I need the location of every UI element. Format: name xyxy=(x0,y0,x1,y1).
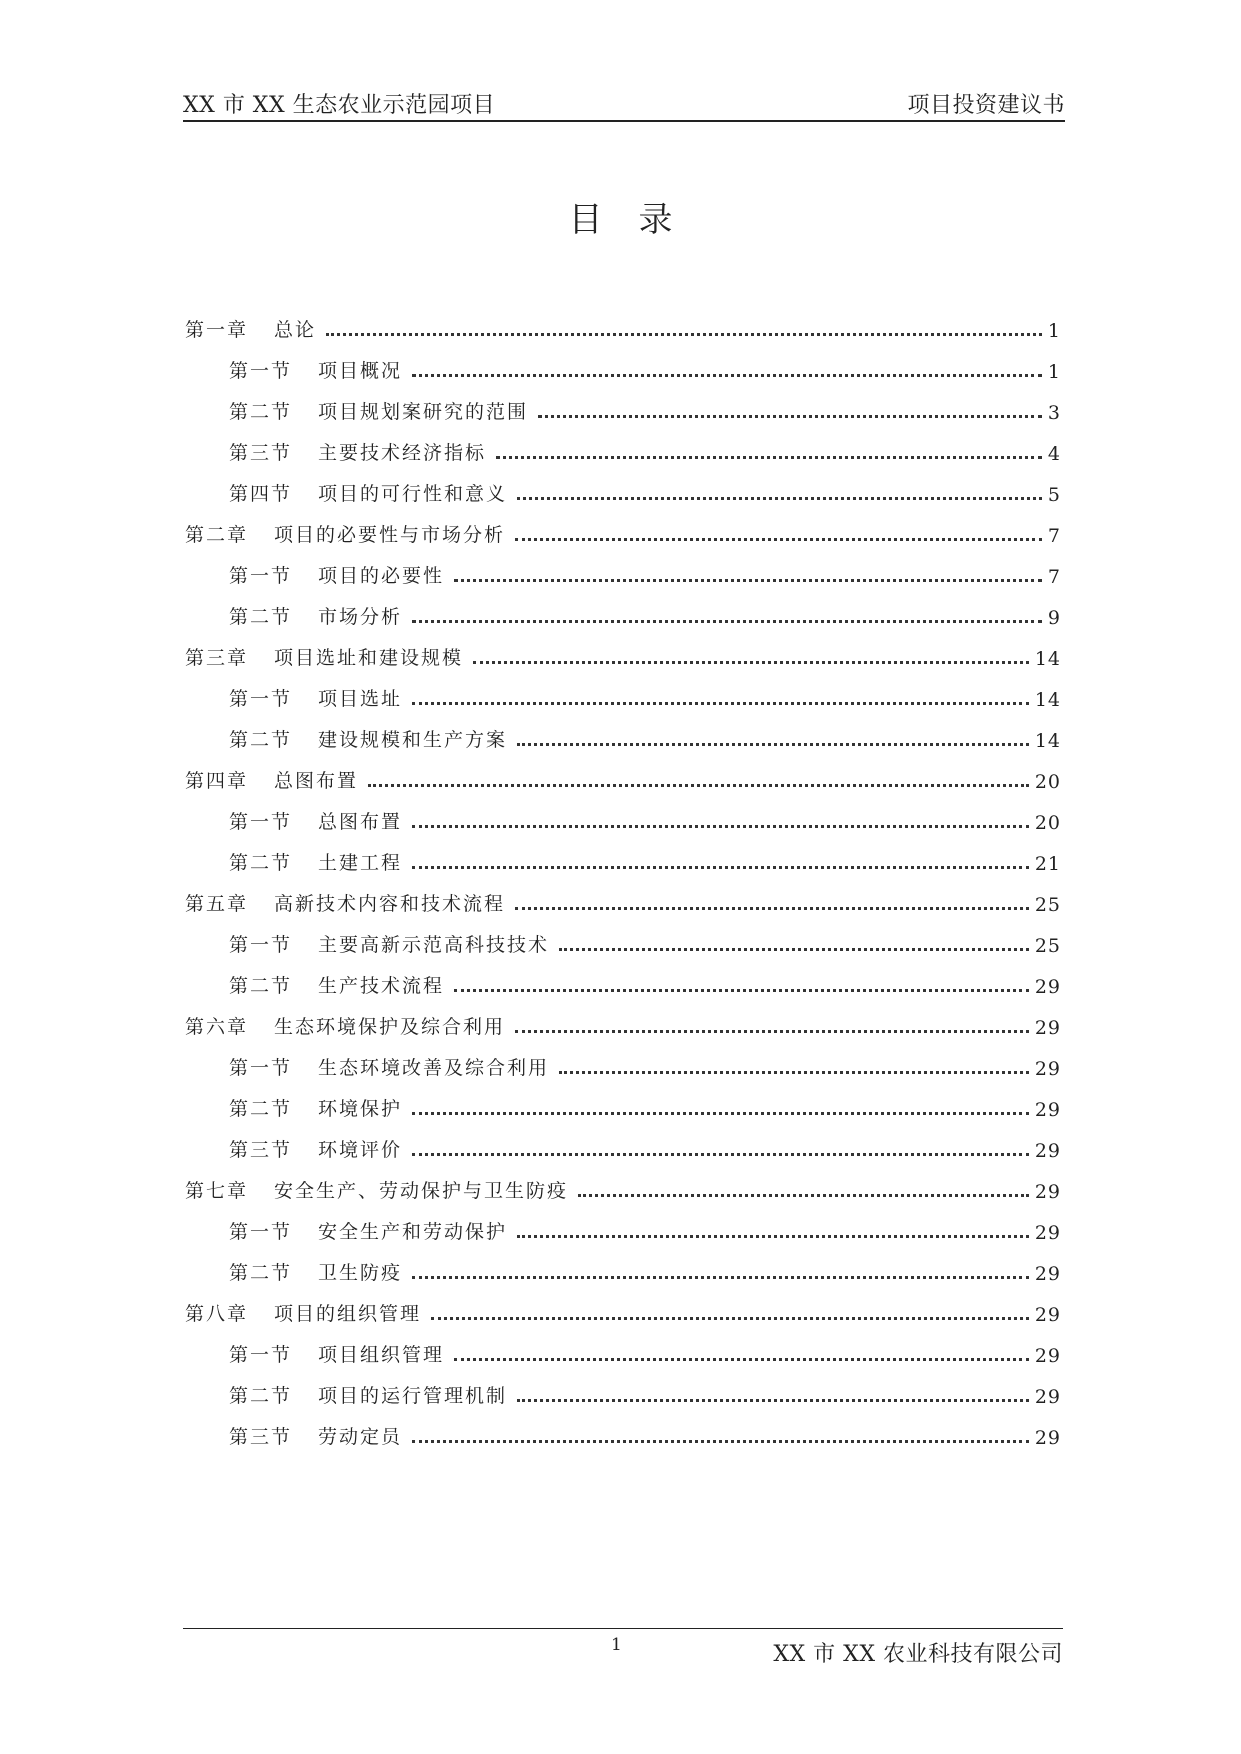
toc-chapter-entry[interactable] xyxy=(185,1009,1061,1039)
toc-entry-label: 第一节 xyxy=(229,1221,293,1243)
toc-section-entry[interactable] xyxy=(229,1050,1061,1080)
page-title: 目录 xyxy=(568,200,709,240)
toc-dot-leader xyxy=(454,989,1029,992)
toc-entry-title: 主要高新示范高科技技术 xyxy=(318,934,550,956)
toc-chapter-entry[interactable] xyxy=(185,763,1061,793)
toc-entry-label: 第七章 xyxy=(185,1180,249,1202)
toc-section-entry[interactable] xyxy=(229,435,1061,465)
toc-entry-title: 主要技术经济指标 xyxy=(318,442,487,464)
toc-section-entry[interactable] xyxy=(229,681,1061,711)
toc-entry-title: 总图布置 xyxy=(318,811,403,833)
toc-entry-title: 市场分析 xyxy=(318,606,403,628)
toc-section-entry[interactable] xyxy=(229,353,1061,383)
toc-entry-label: 第一节 xyxy=(229,1057,293,1079)
toc-page-number: 9 xyxy=(1047,607,1061,629)
toc-page-number: 14 xyxy=(1034,730,1061,752)
toc-entry-title: 项目的必要性 xyxy=(318,565,445,587)
toc-page-number: 29 xyxy=(1034,1181,1061,1203)
page-footer xyxy=(183,1628,1063,1669)
toc-entry-label: 第三节 xyxy=(229,1426,293,1448)
toc-dot-leader xyxy=(412,1440,1029,1443)
toc-section-entry[interactable] xyxy=(229,1337,1061,1367)
toc-page-number: 29 xyxy=(1034,1345,1061,1367)
toc-chapter-entry[interactable] xyxy=(185,1173,1061,1203)
toc-page-number: 14 xyxy=(1034,689,1061,711)
toc-dot-leader xyxy=(431,1317,1029,1320)
toc-page-number: 29 xyxy=(1034,1058,1061,1080)
footer-company-name: XX 市 XX 农业科技有限公司 xyxy=(773,1642,1063,1667)
header-document-type: 项目投资建议书 xyxy=(907,93,1065,118)
toc-page-number: 29 xyxy=(1034,1017,1061,1039)
toc-section-entry[interactable] xyxy=(229,558,1061,588)
toc-dot-leader xyxy=(515,907,1029,910)
toc-dot-leader xyxy=(412,825,1029,828)
toc-dot-leader xyxy=(515,538,1042,541)
toc-page-number: 4 xyxy=(1047,443,1061,465)
toc-entry-label: 第一节 xyxy=(229,360,293,382)
toc-dot-leader xyxy=(412,620,1042,623)
toc-dot-leader xyxy=(412,866,1029,869)
toc-dot-leader xyxy=(515,1030,1029,1033)
toc-dot-leader xyxy=(368,784,1029,787)
toc-dot-leader xyxy=(326,333,1042,336)
toc-section-entry[interactable] xyxy=(229,1378,1061,1408)
toc-entry-title: 劳动定员 xyxy=(318,1426,403,1448)
toc-section-entry[interactable] xyxy=(229,845,1061,875)
toc-entry-label: 第二节 xyxy=(229,606,293,628)
toc-entry-title: 项目组织管理 xyxy=(318,1344,445,1366)
toc-page-number: 29 xyxy=(1034,1140,1061,1162)
toc-section-entry[interactable] xyxy=(229,804,1061,834)
toc-dot-leader xyxy=(559,1071,1029,1074)
toc-entry-label: 第二节 xyxy=(229,852,293,874)
footer-page-number: 1 xyxy=(611,1635,622,1655)
toc-chapter-entry[interactable] xyxy=(185,640,1061,670)
toc-entry-label: 第八章 xyxy=(185,1303,249,1325)
toc-dot-leader xyxy=(412,1153,1029,1156)
toc-section-entry[interactable] xyxy=(229,927,1061,957)
toc-entry-title: 生态环境保护及综合利用 xyxy=(274,1016,506,1038)
toc-entry-label: 第三章 xyxy=(185,647,249,669)
toc-section-entry[interactable] xyxy=(229,1091,1061,1121)
toc-entry-title: 项目的可行性和意义 xyxy=(318,483,508,505)
toc-entry-title: 安全生产和劳动保护 xyxy=(318,1221,508,1243)
toc-entry-title: 生产技术流程 xyxy=(318,975,445,997)
toc-section-entry[interactable] xyxy=(229,1214,1061,1244)
toc-page-number: 14 xyxy=(1034,648,1061,670)
toc-dot-leader xyxy=(578,1194,1029,1197)
toc-entry-title: 项目的必要性与市场分析 xyxy=(274,524,506,546)
toc-entry-label: 第二节 xyxy=(229,729,293,751)
toc-dot-leader xyxy=(412,374,1042,377)
toc-dot-leader xyxy=(517,1399,1029,1402)
toc-entry-title: 环境评价 xyxy=(318,1139,403,1161)
toc-entry-label: 第六章 xyxy=(185,1016,249,1038)
toc-page-number: 29 xyxy=(1034,1427,1061,1449)
toc-entry-label: 第二章 xyxy=(185,524,249,546)
toc-page-number: 5 xyxy=(1047,484,1061,506)
toc-entry-title: 安全生产、劳动保护与卫生防疫 xyxy=(274,1180,569,1202)
toc-section-entry[interactable] xyxy=(229,1132,1061,1162)
toc-chapter-entry[interactable] xyxy=(185,312,1061,342)
toc-entry-title: 高新技术内容和技术流程 xyxy=(274,893,506,915)
toc-page-number: 1 xyxy=(1047,320,1061,342)
toc-section-entry[interactable] xyxy=(229,1419,1061,1449)
toc-entry-label: 第二节 xyxy=(229,1385,293,1407)
toc-entry-label: 第二节 xyxy=(229,401,293,423)
toc-entry-title: 总论 xyxy=(274,319,317,341)
toc-entry-label: 第二节 xyxy=(229,975,293,997)
toc-page-number: 7 xyxy=(1047,525,1061,547)
toc-entry-label: 第一节 xyxy=(229,688,293,710)
toc-page-number: 20 xyxy=(1034,771,1061,793)
toc-page-number: 29 xyxy=(1034,1304,1061,1326)
toc-entry-label: 第四节 xyxy=(229,483,293,505)
toc-dot-leader xyxy=(454,579,1042,582)
toc-entry-title: 卫生防疫 xyxy=(318,1262,403,1284)
header-project-name: XX 市 XX 生态农业示范园项目 xyxy=(183,93,496,118)
toc-entry-title: 生态环境改善及综合利用 xyxy=(318,1057,550,1079)
toc-section-entry[interactable] xyxy=(229,476,1061,506)
toc-chapter-entry[interactable] xyxy=(185,1296,1061,1326)
toc-entry-title: 项目选址和建设规模 xyxy=(274,647,464,669)
toc-entry-title: 项目的运行管理机制 xyxy=(318,1385,508,1407)
toc-dot-leader xyxy=(559,948,1029,951)
toc-entry-label: 第二节 xyxy=(229,1098,293,1120)
toc-page-number: 29 xyxy=(1034,976,1061,998)
toc-section-entry[interactable] xyxy=(229,968,1061,998)
toc-dot-leader xyxy=(517,1235,1029,1238)
toc-entry-label: 第一节 xyxy=(229,565,293,587)
toc-page-number: 1 xyxy=(1047,361,1061,383)
toc-entry-label: 第三节 xyxy=(229,442,293,464)
toc-chapter-entry[interactable] xyxy=(185,517,1061,547)
toc-entry-title: 建设规模和生产方案 xyxy=(318,729,508,751)
toc-section-entry[interactable] xyxy=(229,599,1061,629)
toc-section-entry[interactable] xyxy=(229,1255,1061,1285)
toc-entry-title: 总图布置 xyxy=(274,770,359,792)
toc-entry-title: 项目规划案研究的范围 xyxy=(318,401,529,423)
toc-entry-title: 项目的组织管理 xyxy=(274,1303,422,1325)
toc-page-number: 21 xyxy=(1034,853,1061,875)
toc-page-number: 29 xyxy=(1034,1386,1061,1408)
toc-dot-leader xyxy=(412,702,1029,705)
toc-entry-label: 第三节 xyxy=(229,1139,293,1161)
toc-page-number: 29 xyxy=(1034,1099,1061,1121)
toc-entry-label: 第一节 xyxy=(229,1344,293,1366)
toc-entry-label: 第一节 xyxy=(229,811,293,833)
toc-entry-title: 环境保护 xyxy=(318,1098,403,1120)
toc-page-number: 25 xyxy=(1034,935,1061,957)
toc-dot-leader xyxy=(538,415,1042,418)
toc-dot-leader xyxy=(496,456,1042,459)
toc-dot-leader xyxy=(517,497,1042,500)
toc-page-number: 3 xyxy=(1047,402,1061,424)
toc-entry-title: 土建工程 xyxy=(318,852,403,874)
toc-section-entry[interactable] xyxy=(229,394,1061,424)
toc-entry-label: 第一章 xyxy=(185,319,249,341)
toc-page-number: 29 xyxy=(1034,1222,1061,1244)
toc-page-number: 29 xyxy=(1034,1263,1061,1285)
toc-entry-label: 第四章 xyxy=(185,770,249,792)
toc-dot-leader xyxy=(517,743,1029,746)
toc-dot-leader xyxy=(454,1358,1029,1361)
toc-entry-title: 项目概况 xyxy=(318,360,403,382)
toc-dot-leader xyxy=(412,1276,1029,1279)
page-header xyxy=(183,84,1065,122)
toc-page-number: 7 xyxy=(1047,566,1061,588)
toc-section-entry[interactable] xyxy=(229,722,1061,752)
toc-dot-leader xyxy=(412,1112,1029,1115)
toc-entry-title: 项目选址 xyxy=(318,688,403,710)
toc-page-number: 20 xyxy=(1034,812,1061,834)
toc-entry-label: 第二节 xyxy=(229,1262,293,1284)
toc-entry-label: 第一节 xyxy=(229,934,293,956)
toc-dot-leader xyxy=(473,661,1029,664)
toc-entry-label: 第五章 xyxy=(185,893,249,915)
toc-page-number: 25 xyxy=(1034,894,1061,916)
toc-chapter-entry[interactable] xyxy=(185,886,1061,916)
